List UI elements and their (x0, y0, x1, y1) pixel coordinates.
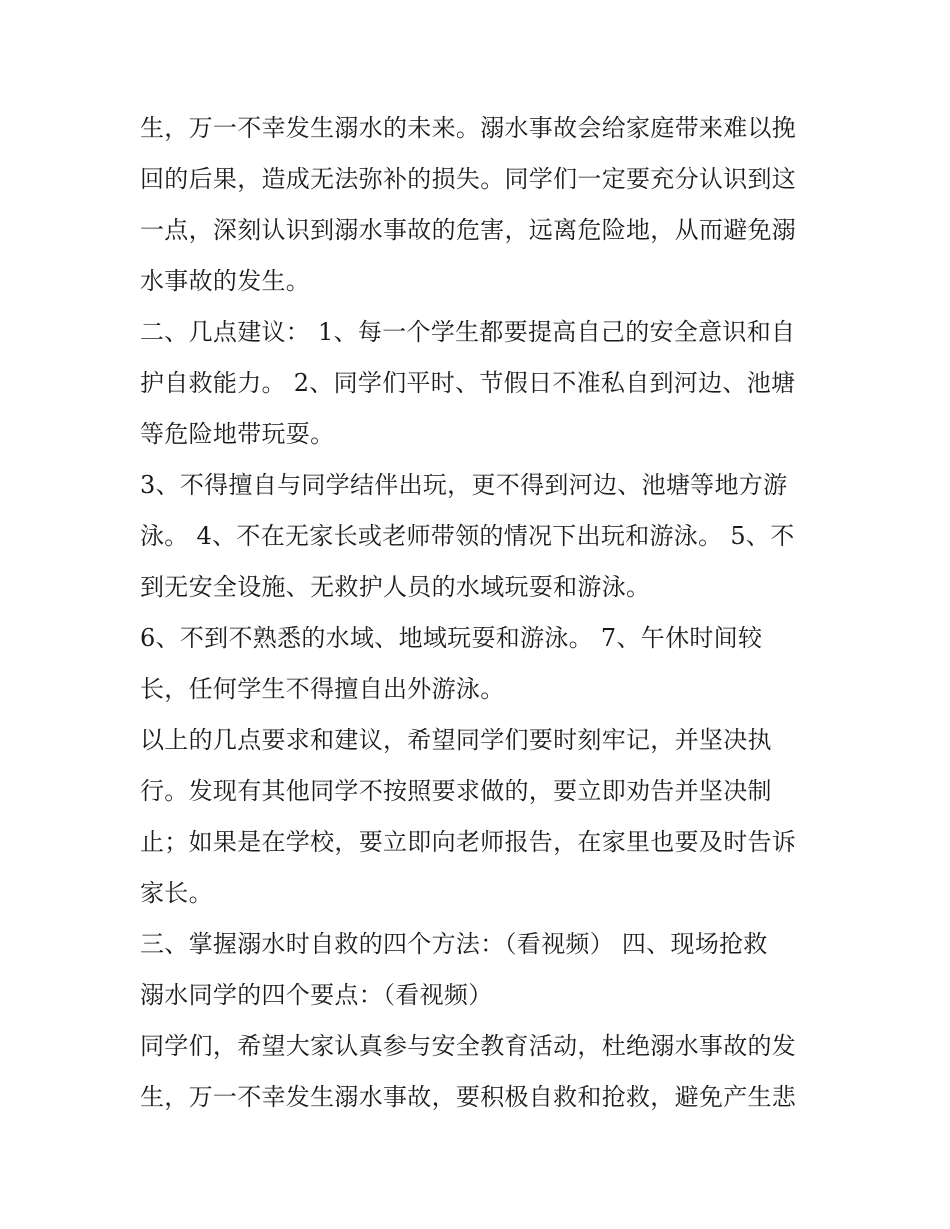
text-line: 家长。 (140, 879, 213, 907)
text-line: 长，任何学生不得擅自出外游泳。 (140, 675, 505, 703)
text-line: 护自救能力。 2、同学们平时、节假日不准私自到河边、池塘 (140, 369, 796, 397)
text-line: 6、不到不熟悉的水域、地域玩耍和游泳。 7、午休时间较 (140, 624, 763, 652)
text-line: 3、不得擅自与同学结伴出玩，更不得到河边、池塘等地方游 (140, 471, 788, 499)
text-line: 生，万一不幸发生溺水事故，要积极自救和抢救，避免产生悲 (140, 1083, 797, 1111)
text-line: 一点，深刻认识到溺水事故的危害，远离危险地，从而避免溺 (140, 216, 797, 244)
text-line: 止；如果是在学校，要立即向老师报告，在家里也要及时告诉 (140, 828, 797, 856)
text-line: 行。发现有其他同学不按照要求做的，要立即劝告并坚决制 (140, 777, 772, 805)
text-line: 以上的几点要求和建议，希望同学们要时刻牢记，并坚决执 (140, 726, 772, 754)
text-line: 三、掌握溺水时自救的四个方法：（看视频） 四、现场抢救 (140, 930, 768, 958)
text-line: 二、几点建议： 1、每一个学生都要提高自己的安全意识和自 (140, 318, 796, 346)
text-line: 同学们，希望大家认真参与安全教育活动，杜绝溺水事故的发 (140, 1032, 797, 1060)
text-line: 泳。 4、不在无家长或老师带领的情况下出玩和游泳。 5、不 (140, 522, 795, 550)
text-line: 生，万一不幸发生溺水的未来。溺水事故会给家庭带来难以挽 (140, 114, 797, 142)
text-line: 等危险地带玩耍。 (140, 420, 335, 448)
text-line: 回的后果，造成无法弥补的损失。同学们一定要充分认识到这 (140, 165, 797, 193)
text-line: 水事故的发生。 (140, 267, 311, 295)
text-line: 溺水同学的四个要点：（看视频） (140, 981, 493, 1009)
text-line: 到无安全设施、无救护人员的水域玩耍和游泳。 (140, 573, 651, 601)
document-body (140, 103, 840, 1123)
